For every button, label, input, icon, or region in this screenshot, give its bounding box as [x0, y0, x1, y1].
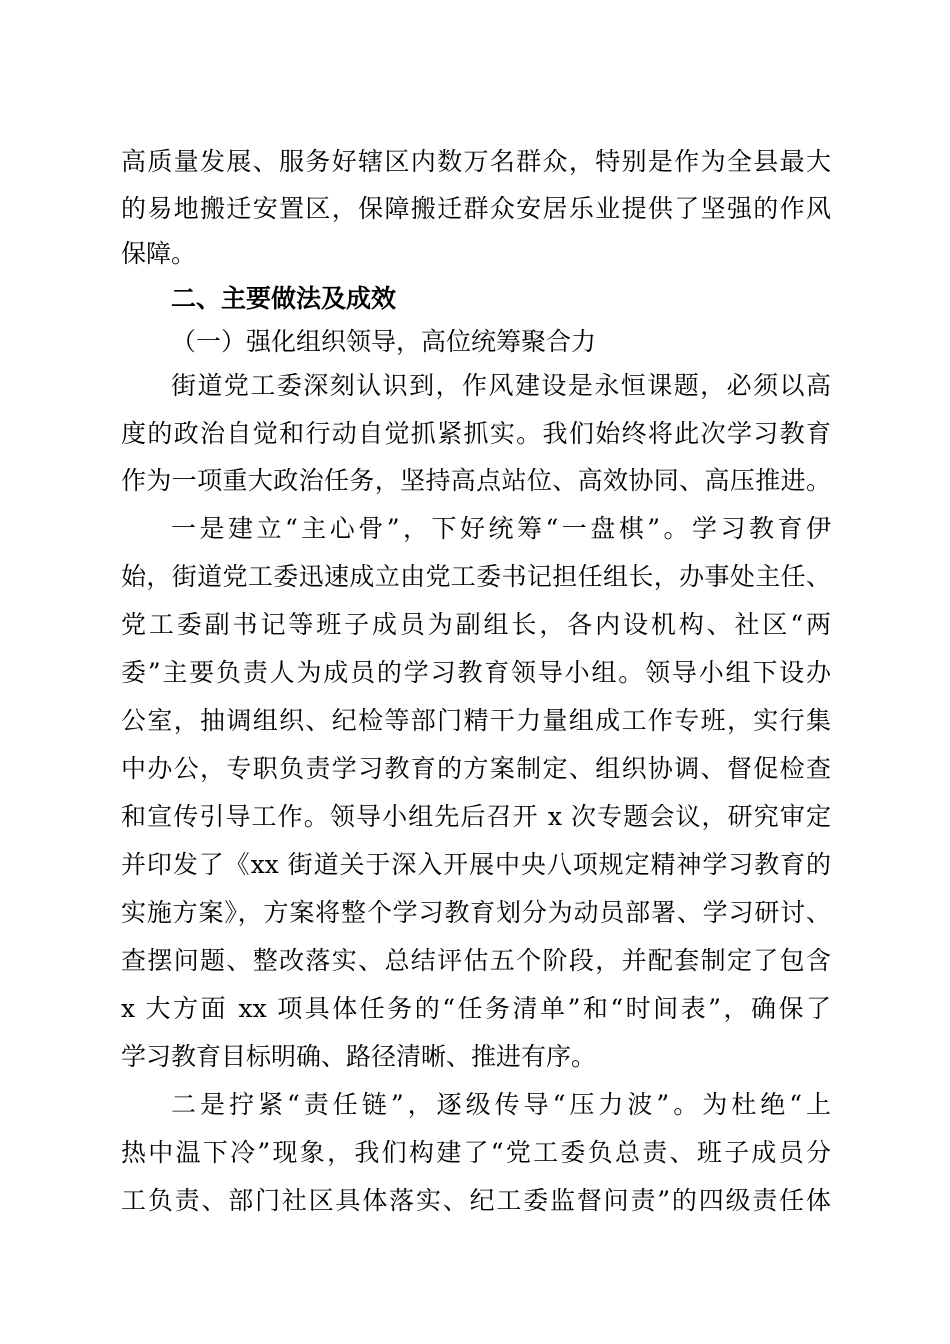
- body-text-line: 的易地搬迁安置区，保障搬迁群众安居乐业提供了坚强的作风: [121, 194, 831, 223]
- body-text-line: 实施方案》，方案将整个学习教育划分为动员部署、学习研讨、: [121, 898, 831, 927]
- body-text-line: 高质量发展、服务好辖区内数万名群众，特别是作为全县最大: [121, 147, 831, 176]
- paragraph-first-line: 街道党工委深刻认识到，作风建设是永恒课题，必须以高: [171, 371, 831, 400]
- body-text-line: 工负责、部门社区具体落实、纪工委监督问责”的四级责任体: [121, 1186, 831, 1215]
- subsection-heading: （一）强化组织领导，高位统筹聚合力: [171, 327, 597, 356]
- body-text-line: 和宣传引导工作。领导小组先后召开 x 次专题会议，研究审定: [121, 802, 831, 831]
- body-text-line: 学习教育目标明确、路径清晰、推进有序。: [121, 1042, 597, 1071]
- body-text-line: x 大方面 xx 项具体任务的“任务清单”和“时间表”，确保了: [121, 994, 831, 1023]
- body-text-line: 始，街道党工委迅速成立由党工委书记担任组长，办事处主任、: [121, 562, 831, 591]
- body-text-line: 并印发了《xx 街道关于深入开展中央八项规定精神学习教育的: [121, 850, 831, 879]
- body-text-line: 委”主要负责人为成员的学习教育领导小组。领导小组下设办: [121, 658, 831, 687]
- section-heading: 二、主要做法及成效: [171, 284, 397, 313]
- body-text-line: 保障。: [121, 239, 197, 268]
- body-text-line: 党工委副书记等班子成员为副组长，各内设机构、社区“两: [121, 610, 831, 639]
- body-text-line: 热中温下冷”现象，我们构建了“党工委负总责、班子成员分: [121, 1138, 831, 1167]
- body-text-line: 中办公，专职负责学习教育的方案制定、组织协调、督促检查: [121, 754, 831, 783]
- body-text-line: 公室，抽调组织、纪检等部门精干力量组成工作专班，实行集: [121, 706, 831, 735]
- body-text-line: 查摆问题、整改落实、总结评估五个阶段，并配套制定了包含: [121, 946, 831, 975]
- paragraph-first-line: 二是拧紧“责任链”，逐级传导“压力波”。为杜绝“上: [171, 1090, 831, 1119]
- body-text-line: 度的政治自觉和行动自觉抓紧抓实。我们始终将此次学习教育: [121, 419, 831, 448]
- body-text-line: 作为一项重大政治任务，坚持高点站位、高效协同、高压推进。: [121, 466, 831, 495]
- paragraph-first-line: 一是建立“主心骨”，下好统筹“一盘棋”。学习教育伊: [171, 514, 831, 543]
